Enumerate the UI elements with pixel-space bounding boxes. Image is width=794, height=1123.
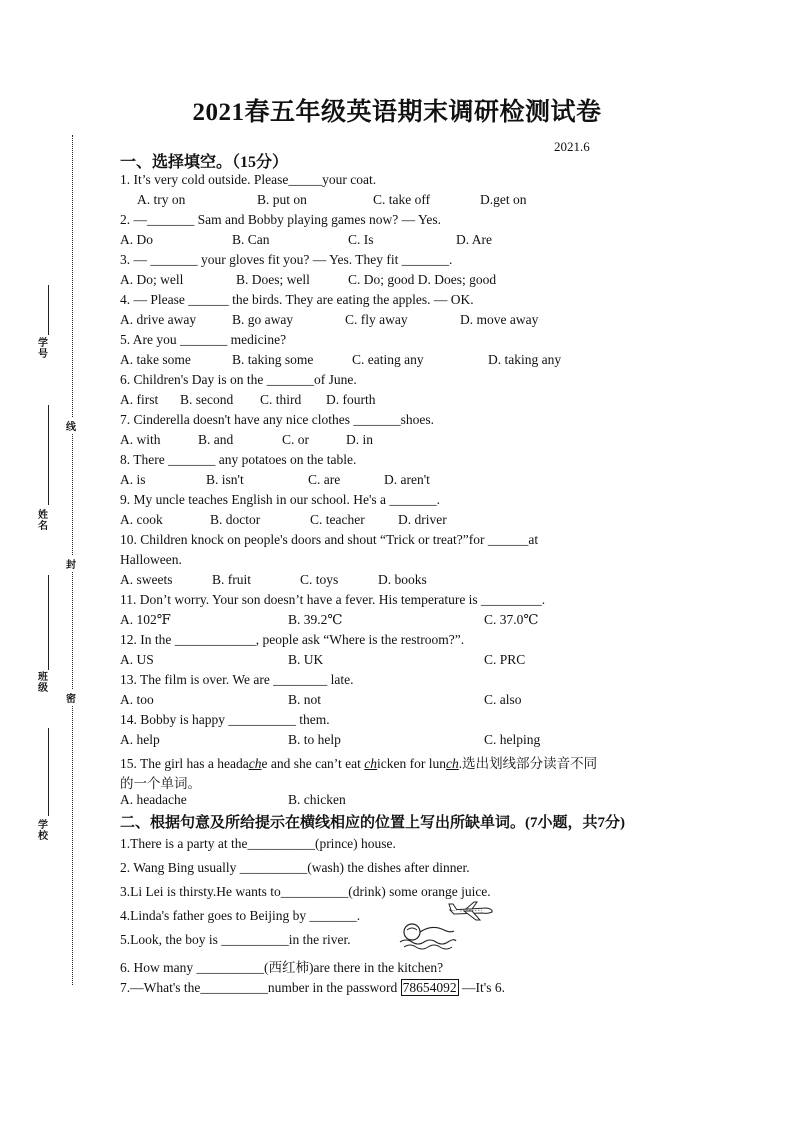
q12-stem: 12. In the ____________, people ask “Where is the restroom?”.: [120, 632, 465, 647]
q4-option-a: A. drive away: [120, 312, 197, 327]
s2-q7-text: 7.—What's the__________number in the password: [120, 980, 398, 995]
q14-option-c: C. helping: [484, 732, 541, 747]
q6-option-d: D. fourth: [326, 392, 376, 407]
q7-option-c: C. or: [282, 432, 309, 447]
q3-stem: 3. — _______ your gloves fit you? — Yes. They fit _______.: [120, 252, 453, 267]
q8-option-c: C. are: [308, 472, 341, 487]
q2-option-b: B. Can: [232, 232, 270, 247]
q5-option-a: A. take some: [120, 352, 191, 367]
q12-option-b: B. UK: [288, 652, 324, 667]
q5-option-d: D. taking any: [488, 352, 562, 367]
q9-option-c: C. teacher: [310, 512, 365, 527]
q2-option-d: D. Are: [456, 232, 492, 247]
q9-stem: 9. My uncle teaches English in our school. He's a _______.: [120, 492, 440, 507]
q10-option-a: A. sweets: [120, 572, 173, 587]
q15-option-b: B. chicken: [288, 792, 346, 807]
section2-heading: 二、根据句意及所给提示在横线相应的位置上写出所缺单词。(7小题，共7分): [120, 815, 625, 831]
q10-stem-cont: Halloween.: [120, 552, 182, 567]
q15-text-4: .选出划线部分读音不同: [458, 756, 598, 771]
exam-title: 2021春五年级英语期末调研检测试卷: [192, 99, 602, 126]
q4-stem: 4. — Please ______ the birds. They are eating the apples. — OK.: [120, 292, 474, 307]
q12-option-c: C. PRC: [484, 652, 526, 667]
q10-option-d: D. books: [378, 572, 427, 587]
s2-q7: [120, 980, 505, 996]
q3-option-cd: C. Do; good D. Does; good: [348, 272, 497, 287]
s2-q4: 4.Linda's father goes to Beijing by _______.: [120, 908, 361, 923]
q3-option-b: B. Does; well: [236, 272, 310, 287]
q4-option-d: D. move away: [460, 312, 539, 327]
name-line: [48, 405, 49, 505]
s2-q6: 6. How many __________(西红柿)are there in the kitchen?: [120, 960, 444, 975]
seal-char-line: 线: [66, 418, 76, 433]
student-number-line: [48, 285, 49, 335]
q9-option-d: D. driver: [398, 512, 447, 527]
q8-stem: 8. There _______ any potatoes on the table.: [120, 452, 357, 467]
q1-option-a: A. try on: [137, 192, 186, 207]
q5-option-c: C. eating any: [352, 352, 424, 367]
q6-stem: 6. Children's Day is on the _______of June.: [120, 372, 357, 387]
q15-option-a: A. headache: [120, 792, 187, 807]
q12-option-a: A. US: [120, 652, 154, 667]
q15-text-3: icken for lun: [377, 756, 447, 771]
exam-date: 2021.6: [554, 139, 590, 154]
q15-underlined-1: ch: [248, 756, 262, 771]
q3-option-a: A. Do; well: [120, 272, 184, 287]
seal-char-seal: 封: [66, 556, 76, 571]
s2-q7-answer: —It's 6.: [462, 980, 505, 995]
q11-option-b: B. 39.2℃: [288, 612, 343, 627]
q15-underlined-2: ch: [364, 756, 378, 771]
q14-stem: 14. Bobby is happy __________ them.: [120, 712, 330, 727]
s2-q3: 3.Li Lei is thirsty.He wants to__________(drink) some orange juice.: [120, 884, 491, 899]
q6-option-a: A. first: [120, 392, 159, 407]
q2-stem: 2. —_______ Sam and Bobby playing games now? — Yes.: [120, 212, 441, 227]
q15-stem: [120, 752, 597, 772]
q8-option-b: B. isn't: [206, 472, 244, 487]
q1-option-c: C. take off: [373, 192, 431, 207]
q11-option-a: A. 102℉: [120, 612, 171, 627]
q14-option-a: A. help: [120, 732, 160, 747]
name-label: 姓名: [38, 510, 48, 532]
school-line: [48, 728, 49, 816]
q6-option-b: B. second: [180, 392, 234, 407]
password-box: 78654092: [402, 980, 457, 995]
school-label: 学校: [38, 820, 48, 842]
student-number-label: 学号: [38, 338, 48, 360]
q7-option-b: B. and: [198, 432, 234, 447]
q13-option-c: C. also: [484, 692, 522, 707]
q1-stem: 1. It’s very cold outside. Please_____your coat.: [120, 172, 377, 187]
class-label: 班级: [38, 672, 48, 694]
q11-option-c: C. 37.0℃: [484, 612, 539, 627]
seal-char-dense: 密: [66, 690, 76, 705]
q4-option-c: C. fly away: [345, 312, 408, 327]
q5-option-b: B. taking some: [232, 352, 314, 367]
q7-stem: 7. Cinderella doesn't have any nice clothes _______shoes.: [120, 412, 434, 427]
q10-stem: 10. Children knock on people's doors and shout “Trick or treat?”for ______at: [120, 532, 539, 547]
q13-stem: 13. The film is over. We are ________ late.: [120, 672, 354, 687]
q1-option-b: B. put on: [257, 192, 307, 207]
s2-q5: 5.Look, the boy is __________in the river.: [120, 932, 351, 947]
q13-option-a: A. too: [120, 692, 154, 707]
q14-option-b: B. to help: [288, 732, 341, 747]
class-line: [48, 575, 49, 670]
q13-option-b: B. not: [288, 692, 322, 707]
s2-q2: 2. Wang Bing usually __________(wash) the dishes after dinner.: [120, 860, 470, 875]
q9-option-a: A. cook: [120, 512, 163, 527]
q15-text-2: e and she can’t eat: [261, 756, 365, 771]
q6-option-c: C. third: [260, 392, 302, 407]
q15-underlined-3: ch: [446, 756, 459, 771]
section1-heading: 一、选择填空。（15分）: [120, 154, 289, 171]
q2-option-a: A. Do: [120, 232, 153, 247]
q9-option-b: B. doctor: [210, 512, 261, 527]
q15-stem-cont: 的一个单词。: [120, 776, 201, 791]
q8-option-a: A. is: [120, 472, 146, 487]
q11-stem: 11. Don’t worry. Your son doesn’t have a fever. His temperature is _________.: [120, 592, 546, 607]
q8-option-d: D. aren't: [384, 472, 430, 487]
q4-option-b: B. go away: [232, 312, 294, 327]
swimmer-icon: [398, 920, 458, 950]
s2-q1: 1.There is a party at the__________(prince) house.: [120, 836, 396, 851]
q10-option-c: C. toys: [300, 572, 339, 587]
q2-option-c: C. Is: [348, 232, 374, 247]
q15-text-1: 15. The girl has a heada: [120, 756, 249, 771]
q5-stem: 5. Are you _______ medicine?: [120, 332, 287, 347]
q10-option-b: B. fruit: [212, 572, 251, 587]
q7-option-a: A. with: [120, 432, 161, 447]
q7-option-d: D. in: [346, 432, 373, 447]
q1-option-d: D.get on: [480, 192, 527, 207]
